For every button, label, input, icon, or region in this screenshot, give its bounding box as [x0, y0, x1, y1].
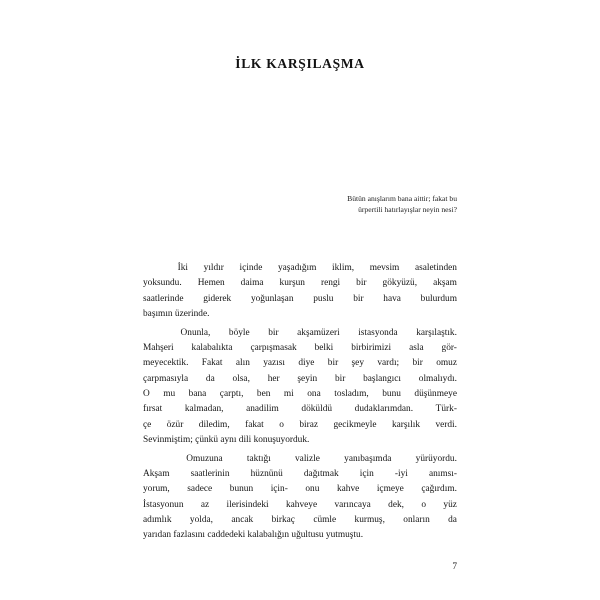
- text-line: yarıdan fazlasını caddedeki kalabalığın uğultusu yutmuştu.: [143, 530, 364, 541]
- paragraph-2: [143, 326, 457, 449]
- paragraph-3: [143, 452, 457, 544]
- text-line: Sevinmiştim; çünkü aynı dili konuşuyorduk.: [143, 434, 310, 445]
- paragraph-1: [143, 261, 457, 322]
- text-line: yoksundu. Hemen daima kurşun rengi bir gökyüzü, akşam: [143, 278, 457, 289]
- first-line-indent: [143, 452, 162, 467]
- text-line: meyecektik. Fakat alın yazısı diye bir şey vardı; bir omuz: [143, 358, 457, 369]
- epigraph-line-1: Bütün anışlarım bana aittir; fakat bu: [347, 194, 457, 203]
- text-line: Akşam saatlerinin hüznünü dağıtmak için -iyi anımsı-: [143, 468, 457, 479]
- epigraph-block: [243, 193, 457, 216]
- epigraph-line-2: ürpertili hatırlayışlar neyin nesi?: [358, 205, 457, 215]
- text-line: yorum, sadece bunun için- onu kahve içmeye çağırdım.: [143, 484, 457, 495]
- text-line: Omuzuna taktığı valizle yanıbaşımda yürüyordu.: [143, 452, 457, 467]
- first-line-indent: [143, 261, 162, 276]
- text-line: Mahşeri kalabalıkta çarpışmasak belki birbirimizi asla gör-: [143, 342, 457, 353]
- text-line: İki yıldır içinde yaşadığım iklim, mevsim asaletinden: [143, 261, 457, 276]
- text-line: çe özür diledim, fakat o biraz gecikmeyle karşılık verdi.: [143, 419, 457, 430]
- first-line-indent: [143, 326, 162, 341]
- chapter-title: İLK KARŞILAŞMA: [235, 56, 365, 72]
- page-number: 7: [452, 562, 457, 572]
- text-line: Onunla, böyle bir akşamüzeri istasyonda karşılaştık.: [143, 326, 457, 341]
- body-text: [143, 261, 457, 547]
- text-line: saatlerinde giderek yoğunlaşan puslu bir hava bulurdum: [143, 293, 457, 304]
- text-line: fırsat kalmadan, anadilim döküldü dudaklarımdan. Türk-: [143, 404, 457, 415]
- text-line: başımın üzerinde.: [143, 309, 210, 320]
- text-line: çarpmasıyla da olsa, her şeyin bir başlangıcı olmalıydı.: [143, 373, 457, 384]
- text-line: O mu bana çarptı, ben mi ona tosladım, bunu düşünmeye: [143, 388, 457, 399]
- text-line: İstasyonun az ilerisindeki kahveye varıncaya dek, o yüz: [143, 499, 457, 510]
- text-line: adımlık yolda, ancak birkaç cümle kurmuş, onların da: [143, 514, 457, 525]
